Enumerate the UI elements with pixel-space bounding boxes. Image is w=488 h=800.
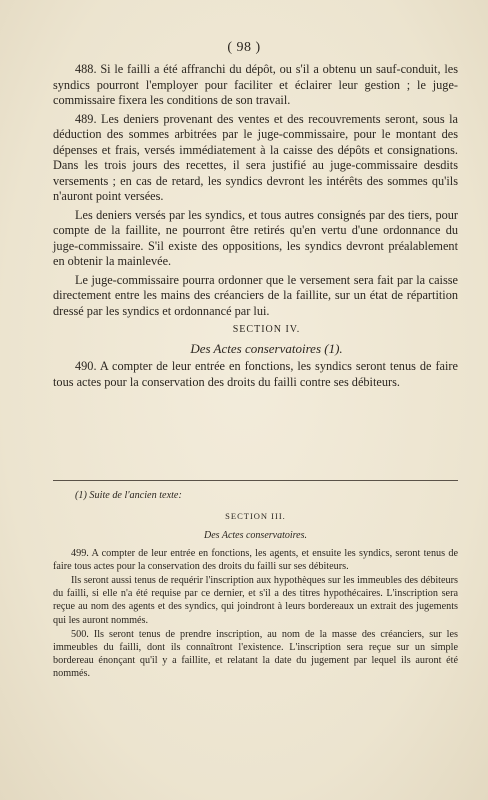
- section-title: Des Actes conservatoires (1).: [190, 340, 343, 356]
- paragraph-490: 490. A compter de leur entrée en fonctions, les syndics seront tenus de faire tous actes pour la conservation des droits du failli contre ses débiteurs.: [53, 359, 458, 389]
- footnote-divider: [53, 480, 458, 481]
- footnote: [53, 489, 458, 682]
- paragraph-489: 489. Les deniers provenant des ventes et des recouvrements seront, sous la déduction des sommes arbitrées par le juge-commissaire, pour le montant des dépenses et frais, versés immédiatement à la caisse des dépôts et consignations. Dans les trois jours des recettes, il sera justifié au juge-commissaire desdits versements ; en cas de retard, les syndics devront les intérêts des sommes qu'ils n'auront point versées.: [53, 111, 458, 203]
- footnote-section-title: Des Actes conservatoires.: [203, 530, 308, 542]
- paragraph-488: 488. Si le failli a été affranchi du dépôt, ou s'il a obtenu un sauf-conduit, les syndics pourront l'employer pour faciliter et éclairer leur gestion ; le juge-commissaire fixera les conditions de son travail.: [53, 62, 458, 107]
- page-number: ( 98 ): [227, 40, 261, 55]
- paragraph-489-juge: Le juge-commissaire pourra ordonner que le versement sera fait par la caisse directement entre les mains des créanciers de la faillite, sur un état de répartition dressé par les syndics et ordonnancé par lui.: [53, 272, 458, 318]
- footnote-paragraph-499: 499. A compter de leur entrée en fonctions, les agents, et ensuite les syndics, seront tenus de faire tous actes pour la conservation des droits du failli sur ses débiteurs.: [53, 547, 458, 572]
- section-heading: SECTION IV.: [232, 324, 301, 335]
- footnote-paragraph-500: 500. Ils seront tenus de prendre inscription, au nom de la masse des créanciers, sur les immeubles du failli, dont ils connaîtront l'existence. L'inscription sera reçue sur un simple bordereau énonçant qu'il y a faillite, et relatant la date du jugement par lequel ils auront été nommés.: [53, 628, 458, 680]
- footnote-section-heading: SECTION III.: [225, 511, 286, 522]
- footnote-lead: (1) Suite de l'ancien texte:: [75, 490, 182, 501]
- footnote-paragraph-inscription: Ils seront aussi tenus de requérir l'inscription aux hypothèques sur les immeubles des débiteurs du failli, si elle n'a été requise par ce dernier, et s'il a des titres hypothécaires. L'inscription sera reçue au nom des agents et des syndics, qui joindront à leurs bordereaux un extrait des jugements qui les auront nommés.: [53, 575, 458, 626]
- main-text: [53, 62, 458, 393]
- paragraph-489-deniers: Les deniers versés par les syndics, et tous autres consignés par des tiers, pour compte de la faillite, ne pourront être retirés qu'en vertu d'une ordonnance du juge-commissaire. S'il existe des oppositions, les syndics devront préalablement en obtenir la mainlevée.: [53, 207, 458, 268]
